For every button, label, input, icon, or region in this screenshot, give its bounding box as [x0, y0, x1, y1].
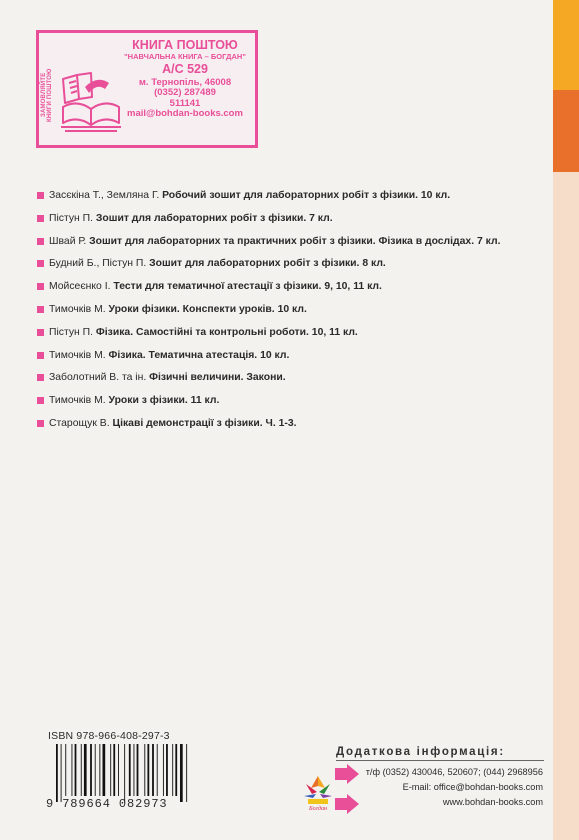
book-item [37, 235, 557, 258]
book-item [37, 303, 557, 326]
barcode-bar [61, 744, 62, 802]
bullet-square-icon [37, 352, 44, 359]
barcode-bar [90, 744, 92, 796]
barcode-bar [172, 744, 173, 796]
book-item [37, 349, 557, 372]
book-author: Пістун П. [49, 212, 94, 224]
bullet-square-icon [37, 283, 44, 290]
bullet-square-icon [37, 374, 44, 381]
book-author: Старощук В. [49, 417, 110, 429]
book-item [37, 257, 557, 280]
barcode-bar [118, 744, 119, 796]
book-title: Фізика. Тематична атестація. 10 кл. [108, 349, 290, 361]
stamp-address-block [119, 39, 251, 119]
barcode-bar [56, 744, 58, 802]
barcode-bar [84, 744, 87, 796]
book-title: Цікаві демонстрації з фізики. Ч. 1-3. [112, 417, 297, 429]
additional-info-heading: Додаткова інформація: [336, 746, 505, 758]
book-title: Зошит для лабораторних та практичних робіт з фізики. Фізика в дослідах. 7 кл. [89, 235, 501, 247]
barcode-bar [186, 744, 187, 802]
barcode-bar [134, 744, 135, 796]
isbn-label: ISBN 978-966-408-297-3 [48, 730, 170, 742]
stamp-subtitle: "НАВЧАЛЬНА КНИГА – БОГДАН" [124, 51, 246, 61]
book-author: Мойсеєнко І. [49, 281, 111, 293]
bullet-square-icon [37, 306, 44, 313]
barcode-bar [72, 744, 73, 796]
books-icon [57, 69, 127, 133]
book-item [37, 189, 557, 212]
barcode-bar [175, 744, 177, 796]
stamp-email: mail@bohdan-books.com [127, 107, 243, 119]
bullet-square-icon [37, 397, 44, 404]
barcode-bar [129, 744, 131, 796]
barcode-bar [65, 744, 66, 796]
barcode-bar [137, 744, 139, 796]
barcode-bar [103, 744, 106, 796]
publisher-logo-icon [303, 772, 333, 812]
barcode-bar [157, 744, 158, 796]
stamp-po-box: А/С 529 [162, 61, 208, 76]
bullet-square-icon [37, 260, 44, 267]
book-title: Уроки фізики. Конспекти уроків. 10 кл. [108, 303, 307, 315]
book-author: Швай Р. [49, 235, 87, 247]
barcode-icon [56, 744, 198, 802]
barcode-bar [147, 744, 149, 796]
book-item [37, 394, 557, 417]
mail-order-stamp [36, 30, 258, 148]
barcode-bar [124, 744, 125, 802]
barcode-bar [180, 744, 183, 802]
book-item [37, 212, 557, 235]
book-list [37, 189, 557, 440]
stamp-phone: (0352) 287489 [154, 87, 216, 99]
book-title: Зошит для лабораторних робіт з фізики. 8 кл. [149, 258, 386, 270]
book-item [37, 417, 557, 440]
barcode-bar [166, 744, 168, 796]
color-strip-middle [553, 90, 579, 172]
barcode-bar [110, 744, 111, 796]
book-author: Тимочків М. [49, 303, 106, 315]
stamp-title: КНИГА ПОШТОЮ [132, 38, 238, 52]
barcode-bar [95, 744, 96, 796]
bullet-square-icon [37, 238, 44, 245]
stamp-city: м. Тернопіль, 46008 [138, 77, 232, 89]
book-item [37, 371, 557, 394]
book-title: Фізика. Самостійні та контрольні роботи. 10, 11 кл. [95, 326, 358, 338]
barcode-bar [152, 744, 154, 796]
book-title: Тести для тематичної атестації з фізики. 9, 10, 11 кл. [113, 281, 382, 293]
book-item [37, 280, 557, 303]
book-author: Засєкіна Т., Земляна Г. [49, 190, 160, 201]
book-author: Тимочків М. [49, 349, 106, 361]
stamp-vertical-text [41, 47, 53, 143]
book-author: Заболотний В. та ін. [49, 372, 147, 384]
book-author: Тимочків М. [49, 395, 106, 407]
barcode-bar [163, 744, 164, 796]
book-author: Пістун П. [49, 326, 94, 338]
info-website: www.bohdan-books.com [442, 797, 543, 807]
bullet-square-icon [37, 329, 44, 336]
info-divider [336, 760, 544, 761]
barcode-bar [144, 744, 145, 796]
book-title: Уроки з фізики. 11 кл. [108, 395, 220, 407]
info-phone: т/ф (0352) 430046, 520607; (044) 2968956 [365, 767, 543, 777]
barcode-bar [99, 744, 100, 796]
stamp-vertical-line1: ЗАМОВЛЯЙТЕ [41, 72, 47, 118]
stamp-vertical-line2: КНИГИ ПОШТОЮ [47, 68, 53, 122]
book-title: Зошит для лабораторних робіт з фізики. 7 кл. [95, 212, 333, 224]
book-item [37, 326, 557, 349]
barcode-bar [75, 744, 77, 796]
bullet-square-icon [37, 192, 44, 199]
book-author: Будний Б., Пістун П. [49, 258, 147, 270]
bullet-square-icon [37, 420, 44, 427]
stamp-code: 511141 [169, 97, 201, 109]
book-title: Фізичні величини. Закони. [149, 372, 286, 384]
barcode-bar [113, 744, 115, 796]
publisher-logo-text: Богдан [309, 806, 327, 812]
color-strip-top [553, 0, 579, 90]
barcode-digits: 9 789664 082973 [46, 797, 168, 811]
info-email: E-mail: office@bohdan-books.com [402, 782, 543, 792]
barcode-bar [81, 744, 82, 796]
arrow-right-icon [335, 764, 359, 820]
bullet-square-icon [37, 215, 44, 222]
book-title: Робочий зошит для лабораторних робіт з фізики. 10 кл. [162, 190, 451, 201]
